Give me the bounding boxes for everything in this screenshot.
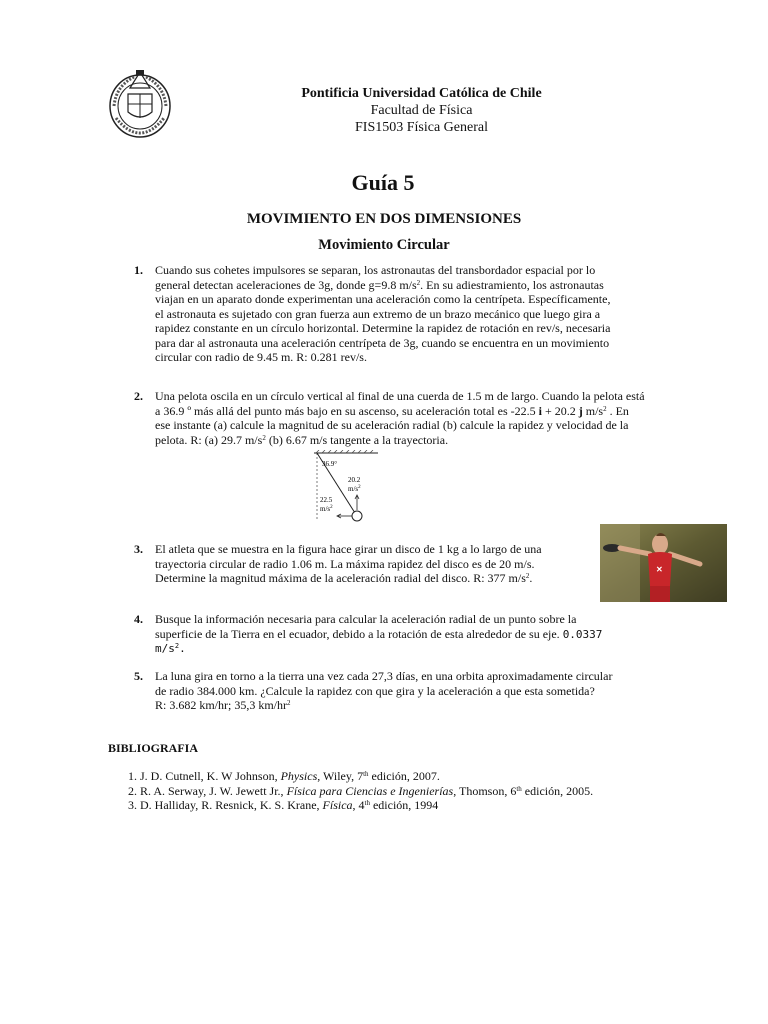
up-accel-unit: $m/s^2$ (348, 485, 361, 493)
left-accel-unit: $m/s^2$ (320, 505, 333, 513)
bibliography-item: 2. R. A. Serway, J. W. Jewett Jr., Física para Ciencias e Ingenierías, Thomson, 6th edición, 2005. (140, 784, 593, 799)
guide-title: Guía 5 (351, 170, 415, 195)
bibliography-list (126, 769, 593, 813)
svg-text:✕: ✕ (656, 565, 663, 574)
discus-thrower-photo (600, 524, 727, 602)
problem-4-text: Busque la información necesaria para calcular la aceleración radial de un punto sobre la superficie de la Tierra en el ecuador, debido a la rotación de esta alrededor de su eje. 0.0337 $m/s^2$. (155, 612, 603, 655)
bibliography-item: 3. D. Halliday, R. Resnick, K. S. Krane, Física, 4th edición, 1994 (140, 798, 593, 813)
problem-number: 3. (134, 542, 143, 556)
ball (352, 511, 362, 521)
faculty-name: Facultad de Física (370, 103, 473, 118)
problem-number: 2. (134, 389, 143, 403)
section-title: Movimiento Circular (318, 237, 450, 253)
problem-5-text: La luna gira en torno a la tierra una vez cada 27,3 días, en una orbita aproximadamente circular de radio 384.000 km. ¿Calcule la rapidez con que gira y la aceleración a que esta sometida? R: 3.682 km/hr; 35,3 $km/hr^2$ (155, 669, 613, 712)
problem-2-text: Una pelota oscila en un círculo vertical al final de una cuerda de 1.5 m de largo. Cuando la pelota está a 36.9 º más allá del punto más bajo en su ascenso, su aceleración total es -22.5 i + 20.2 j $m/s^2$ . En ese instante (a) calcule la magnitud de su aceleración radial (b) calcule la rapidez y velocidad de la pelota. R: (a) 29.7 $m/s^2$ (b) 6.67 m/s tangente a la trayectoria. (155, 389, 645, 447)
bibliography-title: BIBLIOGRAFIA (108, 741, 199, 755)
angle-label: 36.9° (322, 460, 338, 468)
problem-number: 4. (134, 612, 143, 626)
bibliography-item: 1. J. D. Cutnell, K. W Johnson, Physics, Wiley, 7th edición, 2007. (140, 769, 593, 784)
problem-3-text: El atleta que se muestra en la figura hace girar un disco de 1 kg a lo largo de una trayectoria circular de radio 1.06 m. La máxima rapidez del disco es de 20 m/s. Determine la magnitud máxima de la aceleración radial del disco. R: 377 $m/s^2$. (155, 542, 542, 585)
document-header (0, 85, 768, 136)
up-accel-value: 20.2 (348, 476, 361, 484)
institution-name: Pontificia Universidad Católica de Chile (301, 86, 542, 101)
problem-1-text: Cuando sus cohetes impulsores se separan, los astronautas del transbordador espacial por lo general detectan aceleraciones de 3g, donde g=9.8 $m/s^2$. En su adiestramiento, los astronautas viajan en un aparato donde experimentan una aceleración como la centrípeta. Específicamente, el astronauta es sujetado con gran fuerza aun extremo de un brazo mecánico que luego gira a rapidez constante en un círculo horizontal. Determine la rapidez de rotación en rev/s, necesaria para dar al astronauta una aceleración centrípeta de 3g, cuando se encuentra en un movimiento circular con radio de 9.45 m. R: 0.281 rev/s. (155, 263, 611, 364)
course-name: FIS1503 Física General (355, 120, 488, 135)
left-accel-value: 22.5 (320, 496, 333, 504)
pendulum-diagram (312, 450, 382, 522)
topic-title: MOVIMIENTO EN DOS DIMENSIONES (246, 211, 522, 227)
problem-number: 5. (134, 669, 143, 683)
problem-number: 1. (134, 263, 143, 277)
